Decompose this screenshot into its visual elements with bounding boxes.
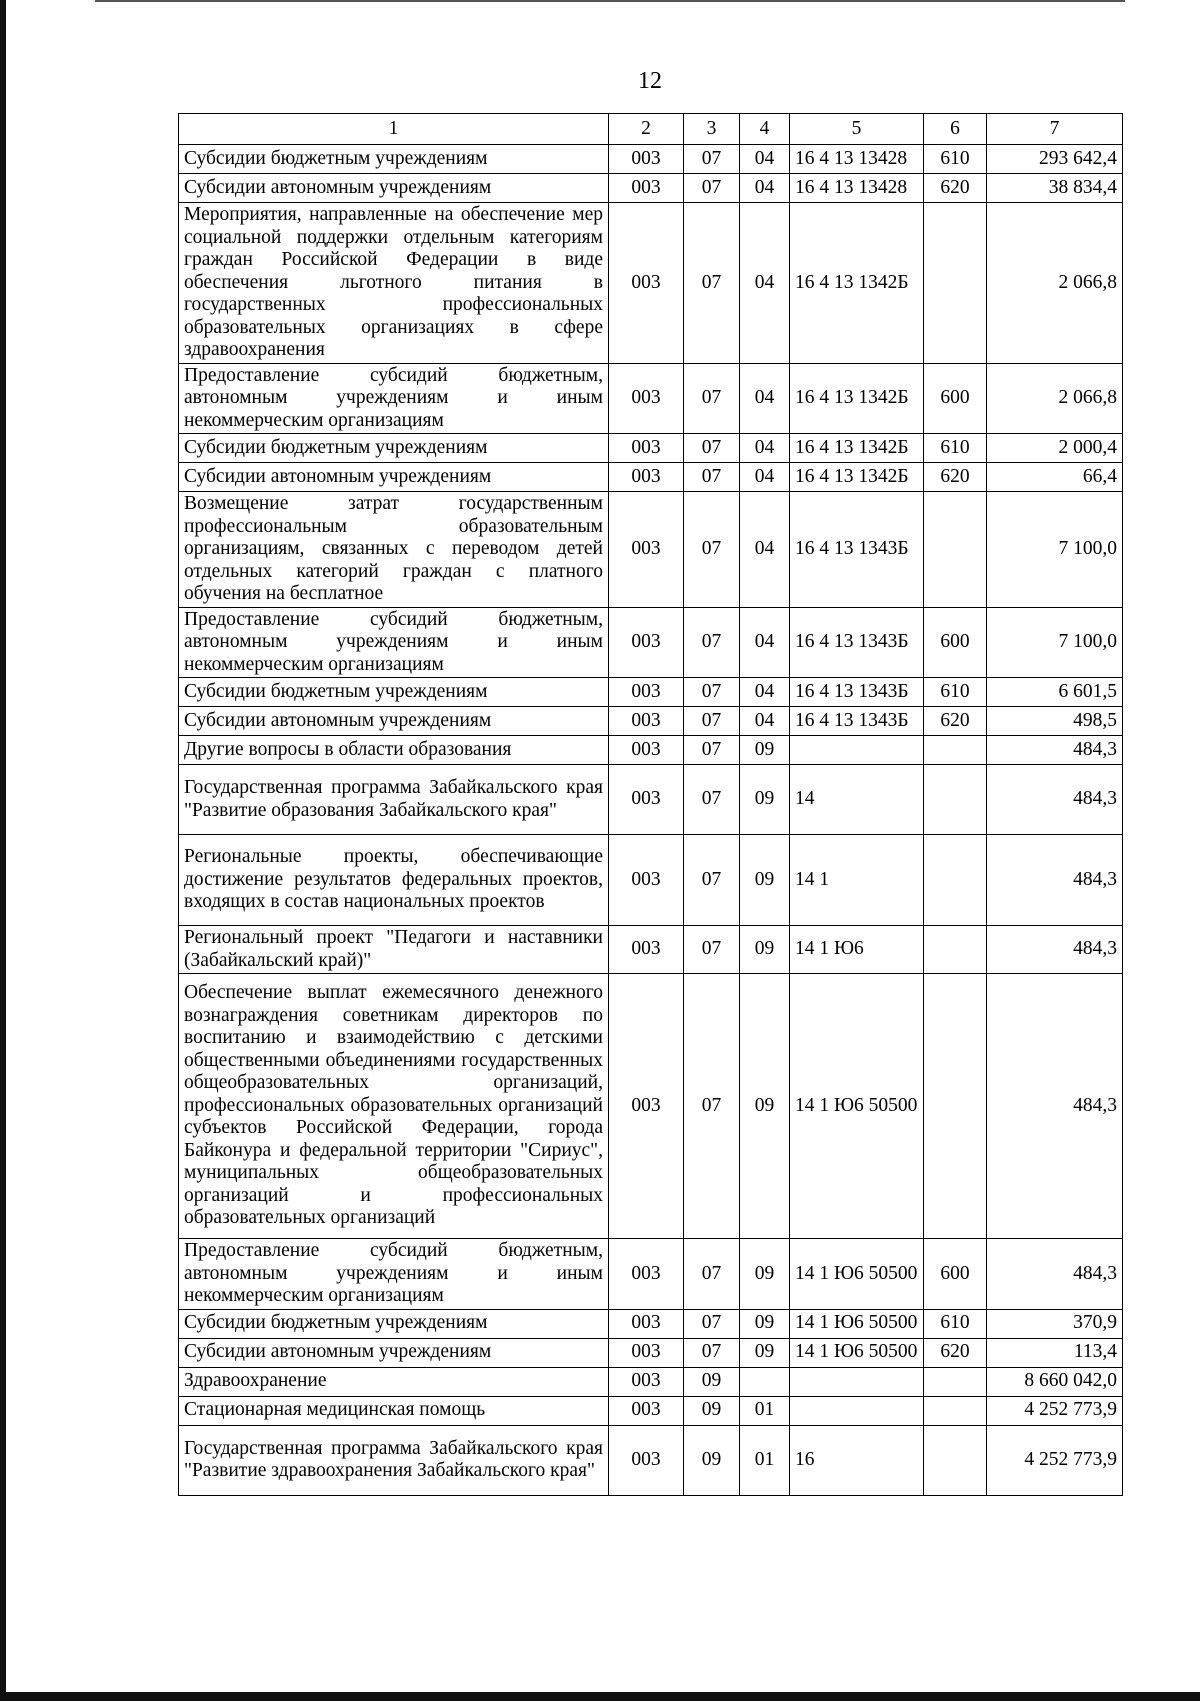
table-row (179, 363, 1123, 434)
amount: 4 252 773,9 (987, 1425, 1123, 1495)
subsection-code: 04 (740, 145, 790, 174)
target-item-code: 16 4 13 1343Б (790, 607, 924, 678)
expense-type-code (924, 1396, 987, 1425)
amount: 370,9 (987, 1309, 1123, 1338)
target-item-code: 14 1 Ю6 50500 (790, 1239, 924, 1310)
target-item-code (790, 1367, 924, 1396)
amount: 38 834,4 (987, 174, 1123, 203)
row-name: Стационарная медицинская помощь (179, 1396, 609, 1425)
amount: 2 066,8 (987, 203, 1123, 364)
chapter-code: 003 (609, 145, 684, 174)
column-header: 2 (609, 114, 684, 145)
row-name: Региональный проект "Педагоги и наставники (Забайкальский край)" (179, 926, 609, 974)
amount: 2 066,8 (987, 363, 1123, 434)
subsection-code (740, 1367, 790, 1396)
table-row (179, 707, 1123, 736)
subsection-code: 01 (740, 1425, 790, 1495)
row-name: Возмещение затрат государственным профессиональным образовательным организациям, связанных с переводом детей отдельных категорий граждан с платного обучения на бесплатное (179, 492, 609, 608)
expense-type-code (924, 203, 987, 364)
target-item-code: 16 4 13 1342Б (790, 203, 924, 364)
subsection-code: 04 (740, 707, 790, 736)
section-code: 07 (684, 492, 740, 608)
row-name: Региональные проекты, обеспечивающие достижение результатов федеральных проектов, входящих в состав национальных проектов (179, 835, 609, 926)
target-item-code: 16 4 13 13428 (790, 174, 924, 203)
subsection-code: 04 (740, 492, 790, 608)
section-code: 07 (684, 174, 740, 203)
subsection-code: 09 (740, 1239, 790, 1310)
chapter-code: 003 (609, 1239, 684, 1310)
chapter-code: 003 (609, 1396, 684, 1425)
expense-type-code (924, 974, 987, 1239)
amount: 484,3 (987, 974, 1123, 1239)
subsection-code: 09 (740, 974, 790, 1239)
subsection-code: 04 (740, 203, 790, 364)
amount: 8 660 042,0 (987, 1367, 1123, 1396)
expense-type-code: 600 (924, 1239, 987, 1310)
section-code: 07 (684, 765, 740, 835)
target-item-code: 14 1 Ю6 (790, 926, 924, 974)
table-row (179, 974, 1123, 1239)
table-row (179, 678, 1123, 707)
table-row (179, 736, 1123, 765)
target-item-code: 14 (790, 765, 924, 835)
section-code: 07 (684, 203, 740, 364)
row-name: Предоставление субсидий бюджетным, автономным учреждениям и иным некоммерческим организациям (179, 607, 609, 678)
table-row (179, 1396, 1123, 1425)
subsection-code: 04 (740, 607, 790, 678)
column-header: 3 (684, 114, 740, 145)
subsection-code: 09 (740, 926, 790, 974)
table-row (179, 174, 1123, 203)
expense-type-code: 600 (924, 607, 987, 678)
chapter-code: 003 (609, 203, 684, 364)
amount: 484,3 (987, 926, 1123, 974)
table-row (179, 463, 1123, 492)
chapter-code: 003 (609, 1367, 684, 1396)
target-item-code: 14 1 Ю6 50500 (790, 1309, 924, 1338)
chapter-code: 003 (609, 736, 684, 765)
table-row (179, 1367, 1123, 1396)
section-code: 07 (684, 926, 740, 974)
table-row (179, 835, 1123, 926)
expense-type-code: 620 (924, 707, 987, 736)
amount: 2 000,4 (987, 434, 1123, 463)
row-name: Субсидии бюджетным учреждениям (179, 434, 609, 463)
target-item-code: 16 4 13 1343Б (790, 707, 924, 736)
chapter-code: 003 (609, 363, 684, 434)
chapter-code: 003 (609, 765, 684, 835)
subsection-code: 04 (740, 363, 790, 434)
section-code: 07 (684, 974, 740, 1239)
subsection-code: 09 (740, 736, 790, 765)
expense-type-code: 610 (924, 1309, 987, 1338)
expense-type-code: 610 (924, 145, 987, 174)
subsection-code: 09 (740, 835, 790, 926)
row-name: Субсидии бюджетным учреждениям (179, 1309, 609, 1338)
chapter-code: 003 (609, 1338, 684, 1367)
subsection-code: 09 (740, 1309, 790, 1338)
target-item-code: 14 1 Ю6 50500 (790, 974, 924, 1239)
expense-type-code (924, 765, 987, 835)
row-name: Субсидии автономным учреждениям (179, 463, 609, 492)
target-item-code: 16 4 13 13428 (790, 145, 924, 174)
amount: 4 252 773,9 (987, 1396, 1123, 1425)
section-code: 07 (684, 1239, 740, 1310)
section-code: 07 (684, 1338, 740, 1367)
target-item-code: 16 4 13 1342Б (790, 463, 924, 492)
table-row (179, 765, 1123, 835)
table-header-row (179, 114, 1123, 145)
table-row (179, 926, 1123, 974)
subsection-code: 04 (740, 434, 790, 463)
target-item-code: 16 4 13 1342Б (790, 363, 924, 434)
expense-type-code (924, 835, 987, 926)
row-name: Субсидии автономным учреждениям (179, 1338, 609, 1367)
amount: 484,3 (987, 765, 1123, 835)
subsection-code: 09 (740, 765, 790, 835)
section-code: 07 (684, 463, 740, 492)
table-row (179, 145, 1123, 174)
expense-type-code: 620 (924, 1338, 987, 1367)
chapter-code: 003 (609, 707, 684, 736)
section-code: 07 (684, 707, 740, 736)
chapter-code: 003 (609, 1309, 684, 1338)
scan-left-edge (0, 0, 6, 1701)
chapter-code: 003 (609, 974, 684, 1239)
expense-type-code (924, 1425, 987, 1495)
row-name: Здравоохранение (179, 1367, 609, 1396)
row-name: Субсидии автономным учреждениям (179, 707, 609, 736)
expense-type-code: 600 (924, 363, 987, 434)
expense-type-code: 610 (924, 434, 987, 463)
chapter-code: 003 (609, 463, 684, 492)
column-header: 7 (987, 114, 1123, 145)
target-item-code: 14 1 Ю6 50500 (790, 1338, 924, 1367)
target-item-code (790, 736, 924, 765)
column-header: 4 (740, 114, 790, 145)
amount: 484,3 (987, 1239, 1123, 1310)
section-code: 07 (684, 434, 740, 463)
chapter-code: 003 (609, 926, 684, 974)
section-code: 07 (684, 145, 740, 174)
row-name: Субсидии бюджетным учреждениям (179, 678, 609, 707)
amount: 6 601,5 (987, 678, 1123, 707)
row-name: Предоставление субсидий бюджетным, автономным учреждениям и иным некоммерческим организациям (179, 1239, 609, 1310)
amount: 293 642,4 (987, 145, 1123, 174)
row-name: Мероприятия, направленные на обеспечение мер социальной поддержки отдельным категориям граждан Российской Федерации в виде обеспечения льготного питания в государственных профессиональных образовательных организациях в сфере здравоохранения (179, 203, 609, 364)
budget-table (178, 113, 1123, 1496)
target-item-code: 16 4 13 1342Б (790, 434, 924, 463)
chapter-code: 003 (609, 835, 684, 926)
section-code: 07 (684, 678, 740, 707)
scan-top-edge (95, 0, 1125, 2)
section-code: 07 (684, 736, 740, 765)
chapter-code: 003 (609, 678, 684, 707)
target-item-code: 14 1 (790, 835, 924, 926)
expense-type-code (924, 736, 987, 765)
subsection-code: 01 (740, 1396, 790, 1425)
amount: 498,5 (987, 707, 1123, 736)
section-code: 09 (684, 1425, 740, 1495)
chapter-code: 003 (609, 174, 684, 203)
section-code: 09 (684, 1367, 740, 1396)
table-row (179, 434, 1123, 463)
scan-bottom-edge (0, 1692, 1200, 1701)
section-code: 07 (684, 363, 740, 434)
chapter-code: 003 (609, 492, 684, 608)
subsection-code: 04 (740, 463, 790, 492)
row-name: Предоставление субсидий бюджетным, автономным учреждениям и иным некоммерческим организациям (179, 363, 609, 434)
row-name: Другие вопросы в области образования (179, 736, 609, 765)
row-name: Субсидии автономным учреждениям (179, 174, 609, 203)
expense-type-code (924, 926, 987, 974)
expense-type-code (924, 1367, 987, 1396)
amount: 484,3 (987, 835, 1123, 926)
amount: 66,4 (987, 463, 1123, 492)
table-row (179, 1425, 1123, 1495)
column-header: 1 (179, 114, 609, 145)
amount: 484,3 (987, 736, 1123, 765)
expense-type-code: 620 (924, 463, 987, 492)
row-name: Обеспечение выплат ежемесячного денежного вознаграждения советникам директоров по воспитанию и взаимодействию с детскими общественными объединениями государственных общеобразовательных организаций, профессиональных образовательных организаций субъектов Российской Федерации, города Байконура и федеральной территории "Сириус", муниципальных общеобразовательных организаций и профессиональных образовательных организаций (179, 974, 609, 1239)
expense-type-code (924, 492, 987, 608)
target-item-code: 16 4 13 1343Б (790, 678, 924, 707)
subsection-code: 04 (740, 174, 790, 203)
subsection-code: 09 (740, 1338, 790, 1367)
section-code: 09 (684, 1396, 740, 1425)
row-name: Государственная программа Забайкальского края "Развитие здравоохранения Забайкальского края" (179, 1425, 609, 1495)
row-name: Субсидии бюджетным учреждениям (179, 145, 609, 174)
chapter-code: 003 (609, 607, 684, 678)
target-item-code: 16 4 13 1343Б (790, 492, 924, 608)
table-row (179, 1239, 1123, 1310)
chapter-code: 003 (609, 1425, 684, 1495)
section-code: 07 (684, 835, 740, 926)
chapter-code: 003 (609, 434, 684, 463)
table-row (179, 1309, 1123, 1338)
section-code: 07 (684, 607, 740, 678)
amount: 7 100,0 (987, 607, 1123, 678)
page-number: 12 (638, 68, 662, 94)
subsection-code: 04 (740, 678, 790, 707)
row-name: Государственная программа Забайкальского края "Развитие образования Забайкальского края" (179, 765, 609, 835)
expense-type-code: 620 (924, 174, 987, 203)
section-code: 07 (684, 1309, 740, 1338)
amount: 113,4 (987, 1338, 1123, 1367)
target-item-code: 16 (790, 1425, 924, 1495)
column-header: 6 (924, 114, 987, 145)
table-row (179, 492, 1123, 608)
target-item-code (790, 1396, 924, 1425)
table-row (179, 203, 1123, 364)
column-header: 5 (790, 114, 924, 145)
table-row (179, 1338, 1123, 1367)
expense-type-code: 610 (924, 678, 987, 707)
amount: 7 100,0 (987, 492, 1123, 608)
table-row (179, 607, 1123, 678)
